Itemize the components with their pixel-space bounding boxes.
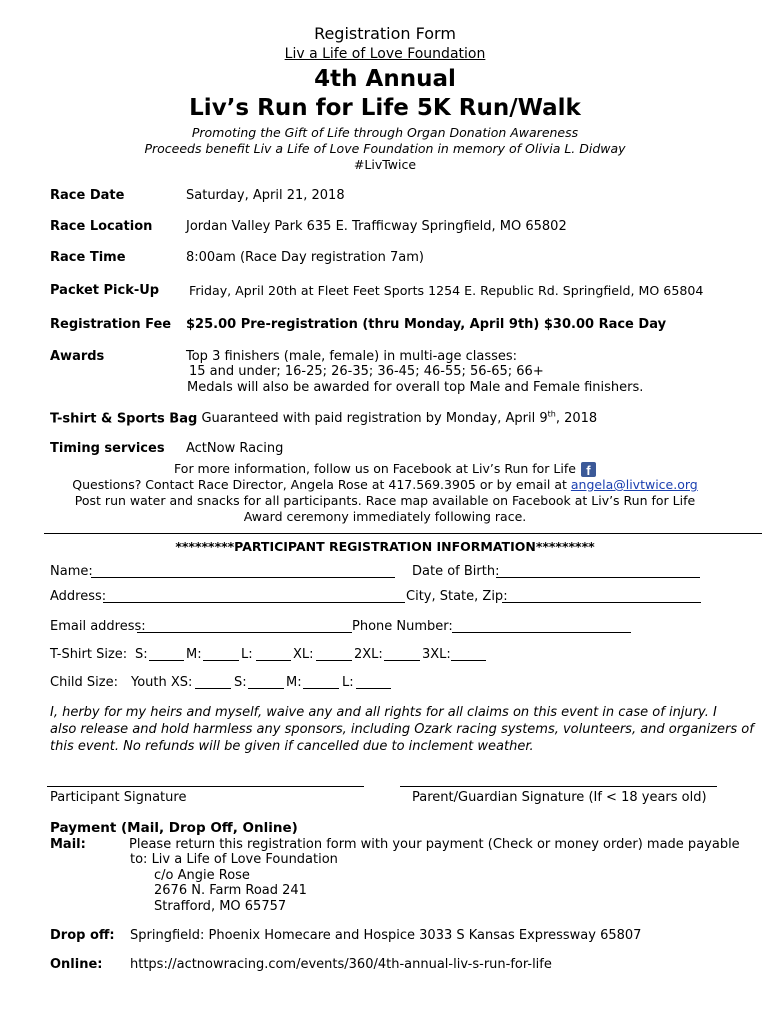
size-xl-field[interactable]: [316, 660, 352, 661]
participant-signature-field[interactable]: [47, 786, 364, 787]
race-location-label: Race Location: [50, 219, 153, 234]
questions-line: Questions? Contact Race Director, Angela Rose at 417.569.3905 or by email at angela@livtwice.org: [72, 477, 698, 492]
email-address-field[interactable]: [137, 632, 352, 633]
registration-fee-value: $25.00 Pre-registration (thru Monday, April 9th) $30.00 Race Day: [186, 317, 667, 332]
name-field[interactable]: [91, 577, 395, 578]
size-s-label: S:: [135, 647, 148, 662]
packet-pickup-value: Friday, April 20th at Fleet Feet Sports 1254 E. Republic Rd. Springfield, MO 65804: [189, 283, 704, 298]
guardian-signature-label: Parent/Guardian Signature (If < 18 years old): [412, 790, 707, 805]
online-url[interactable]: https://actnowracing.com/events/360/4th-annual-liv-s-run-for-life: [130, 957, 552, 972]
tshirt-bag-row: [50, 410, 597, 426]
payment-heading: Payment (Mail, Drop Off, Online): [50, 820, 298, 836]
awards-line-3: Medals will also be awarded for overall top Male and Female finishers.: [187, 380, 644, 395]
size-m-field[interactable]: [203, 660, 239, 661]
dropoff-label: Drop off:: [50, 928, 115, 943]
tshirt-size-label: T-Shirt Size:: [50, 647, 128, 662]
awards-label: Awards: [50, 349, 105, 364]
dropoff-value: Springfield: Phoenix Homecare and Hospice 3033 S Kansas Expressway 65807: [130, 928, 642, 943]
waiver-line-2: also release and hold harmless any sponsors, including Ozark racing systems, volunteers, and organizers of: [50, 722, 754, 737]
mail-line-1: Please return this registration form with your payment (Check or money order) made payable: [129, 837, 740, 852]
city-state-zip-field[interactable]: [502, 602, 701, 603]
guardian-signature-field[interactable]: [400, 786, 717, 787]
race-date-label: Race Date: [50, 188, 125, 203]
youth-xs-label: Youth XS:: [131, 675, 193, 690]
size-2xl-label: 2XL:: [354, 647, 383, 662]
facebook-icon[interactable]: f: [581, 462, 596, 477]
tagline-2: Proceeds benefit Liv a Life of Love Foundation in memory of Olivia L. Didway: [144, 141, 626, 156]
waiver-line-1: I, herby for my heirs and myself, waive any and all rights for all claims on this event in case of injury. I: [50, 705, 717, 720]
youth-xs-field[interactable]: [195, 688, 231, 689]
section-divider: [44, 533, 762, 534]
hashtag: #LivTwice: [353, 157, 417, 172]
registration-fee-label: Registration Fee: [50, 317, 172, 332]
name-label: Name:: [50, 564, 93, 579]
mail-line-2: to: Liv a Life of Love Foundation: [130, 852, 338, 867]
child-m-field[interactable]: [303, 688, 339, 689]
race-location-value: Jordan Valley Park 635 E. Trafficway Springfield, MO 65802: [186, 219, 567, 234]
child-m-label: M:: [286, 675, 302, 690]
size-3xl-label: 3XL:: [422, 647, 451, 662]
packet-pickup-label: Packet Pick-Up: [50, 283, 160, 298]
participant-heading: *********PARTICIPANT REGISTRATION INFORMATION*********: [175, 539, 595, 554]
tshirt-bag-label: T-shirt & Sports Bag: [50, 411, 198, 427]
child-s-field[interactable]: [248, 688, 284, 689]
tshirt-bag-value: Guaranteed with paid registration by Monday, April 9th, 2018: [201, 410, 598, 427]
participant-signature-label: Participant Signature: [50, 790, 187, 805]
race-time-value: 8:00am (Race Day registration 7am): [186, 250, 424, 265]
address-field[interactable]: [103, 602, 405, 603]
director-email-link[interactable]: angela@livtwice.org: [570, 477, 698, 492]
mail-address-2: 2676 N. Farm Road 241: [154, 883, 307, 898]
phone-number-field[interactable]: [452, 632, 631, 633]
event-annual: 4th Annual: [314, 66, 456, 92]
email-address-label: Email address:: [50, 619, 146, 634]
size-2xl-field[interactable]: [384, 660, 420, 661]
water-line: Post run water and snacks for all participants. Race map available on Facebook at Liv’s Run for Life: [74, 493, 696, 508]
tagline-1: Promoting the Gift of Life through Organ Donation Awareness: [191, 125, 579, 140]
child-l-label: L:: [342, 675, 354, 690]
size-l-field[interactable]: [256, 660, 291, 661]
timing-services-value: ActNow Racing: [186, 441, 284, 456]
timing-services-label: Timing services: [50, 441, 165, 456]
child-l-field[interactable]: [356, 688, 391, 689]
mail-label: Mail:: [50, 837, 86, 852]
size-s-field[interactable]: [149, 660, 184, 661]
size-m-label: M:: [186, 647, 202, 662]
race-date-value: Saturday, April 21, 2018: [186, 188, 345, 203]
waiver-line-3: this event. No refunds will be given if cancelled due to inclement weather.: [50, 739, 534, 754]
online-label: Online:: [50, 957, 103, 972]
child-s-label: S:: [234, 675, 247, 690]
awards-line-1: Top 3 finishers (male, female) in multi-age classes:: [186, 349, 518, 364]
facebook-line: For more information, follow us on Facebook at Liv’s Run for Life f: [0, 461, 770, 477]
child-size-label: Child Size:: [50, 675, 118, 690]
event-title: Liv’s Run for Life 5K Run/Walk: [189, 95, 581, 121]
mail-address-3: Strafford, MO 65757: [154, 899, 287, 914]
size-3xl-field[interactable]: [451, 660, 486, 661]
race-time-label: Race Time: [50, 250, 126, 265]
dob-field[interactable]: [496, 577, 700, 578]
mail-address-1: c/o Angie Rose: [154, 868, 250, 883]
phone-number-label: Phone Number:: [352, 619, 453, 634]
dob-label: Date of Birth:: [412, 564, 500, 579]
awards-line-2: 15 and under; 16-25; 26-35; 36-45; 46-55; 56-65; 66+: [189, 364, 544, 379]
city-state-zip-label: City, State, Zip:: [406, 589, 508, 604]
ceremony-line: Award ceremony immediately following race.: [243, 509, 527, 524]
form-title: Registration Form: [314, 24, 456, 43]
size-xl-label: XL:: [293, 647, 314, 662]
size-l-label: L:: [241, 647, 253, 662]
organization-name: Liv a Life of Love Foundation: [284, 46, 486, 62]
address-label: Address:: [50, 589, 107, 604]
